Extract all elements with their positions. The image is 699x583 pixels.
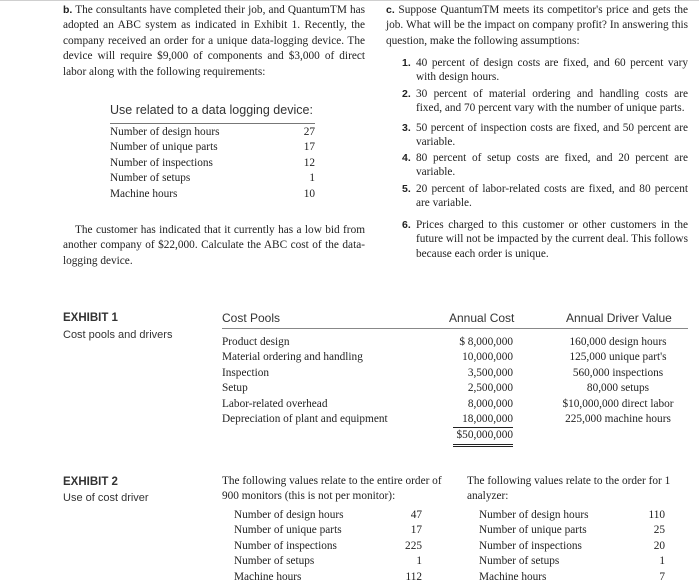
exhibit2-subtitle: Use of cost driver (63, 492, 149, 504)
monitor-usage-label: Number of setups (234, 555, 315, 568)
monitor-usage-value: 112 (405, 570, 422, 583)
analyzer-usage-value: 7 (659, 570, 665, 583)
analyzer-usage-label: Number of setups (479, 555, 560, 568)
analyzer-usage-label: Number of inspections (479, 539, 582, 552)
assumption-number: 1. (402, 57, 411, 69)
assumption-item (402, 218, 688, 261)
exhibit1-title: EXHIBIT 1 (63, 312, 118, 324)
device-requirements-heading: Use related to a data logging device: (110, 103, 313, 117)
monitor-usage-value: 225 (405, 539, 422, 552)
monitor-usage-value: 47 (410, 509, 422, 521)
cost-pool-annual-cost: 8,000,000 (467, 397, 513, 410)
device-req-label: Number of unique parts (110, 141, 218, 154)
analyzer-usage-value: 110 (648, 509, 665, 521)
monitor-usage-row (234, 508, 422, 523)
monitor-usage-row (234, 570, 422, 583)
cost-pool-annual-cost: 2,500,000 (467, 382, 513, 395)
monitor-usage-label: Number of inspections (234, 539, 337, 552)
cost-pool-name: Product design (222, 336, 290, 348)
exhibit1-total: $50,000,000 (456, 429, 513, 441)
exhibit2-monitors-intro: The following values relate to the entire order of 900 monitors (this is not per monitor): (222, 475, 442, 503)
monitor-usage-label: Number of design hours (234, 509, 344, 521)
assumption-number: 3. (402, 122, 411, 134)
top-border (0, 0, 699, 1)
device-req-label: Machine hours (110, 187, 178, 200)
assumption-text: 20 percent of labor-related costs are fixed, and 80 percent are variable. (416, 183, 688, 210)
cost-pool-driver-value: 80,000 setups (586, 382, 650, 395)
bid-paragraph: The customer has indicated that it currently has a low bid from another company of $22,000. Calculate the ABC cost of the data-logging device. (63, 224, 365, 267)
analyzer-usage-value: 25 (653, 524, 665, 537)
analyzer-usage-row (479, 508, 665, 523)
cost-pool-driver-value: 560,000 inspections (572, 366, 664, 379)
exhibit2-monitors-table (234, 508, 422, 583)
assumption-number: 5. (402, 183, 411, 195)
assumption-item (402, 87, 688, 116)
analyzer-usage-row (479, 539, 665, 554)
exhibit2-analyzer-intro: The following values relate to the order for 1 analyzer: (467, 475, 671, 503)
assumption-number: 6. (402, 219, 411, 231)
analyzer-usage-value: 20 (653, 539, 665, 552)
device-req-value: 12 (303, 156, 315, 169)
assumption-text: 80 percent of setup costs are fixed, and 20 percent are variable. (416, 152, 688, 179)
device-req-value: 1 (309, 172, 315, 185)
cost-pool-name: Material ordering and handling (222, 351, 363, 364)
device-req-row (110, 140, 315, 155)
assumption-text: 30 percent of material ordering and handling costs are fixed, and 70 percent vary with the number of unique parts. (416, 88, 688, 115)
analyzer-usage-label: Number of design hours (479, 509, 589, 521)
analyzer-usage-row (479, 523, 665, 538)
part-b-text: The consultants have completed their job, and QuantumTM has adopted an ABC system as indicated in Exhibit 1. Recently, the company received an order for a unique data-logging device. The device will require $9,000 of components and $3,000 of direct labor along with the following requirements: (63, 4, 366, 78)
monitor-usage-label: Number of unique parts (234, 524, 342, 537)
assumption-text: 40 percent of design costs are fixed, and 60 percent vary with design hours. (416, 57, 688, 84)
monitor-usage-row (234, 539, 422, 554)
cost-pool-driver-value: 125,000 unique part's (569, 351, 667, 364)
device-req-value: 10 (303, 187, 315, 200)
device-req-row (110, 171, 315, 186)
assumption-item (402, 151, 688, 180)
analyzer-usage-value: 1 (659, 555, 665, 568)
device-req-row (110, 156, 315, 171)
exhibit2-title: EXHIBIT 2 (63, 476, 118, 488)
cost-pool-driver-value: $10,000,000 direct labor (562, 397, 674, 410)
device-requirements-table (110, 125, 315, 202)
analyzer-usage-label: Machine hours (479, 570, 547, 583)
exhibit1-header-rule (222, 328, 688, 329)
exhibit1-pools-column (222, 335, 437, 427)
monitor-usage-value: 17 (410, 524, 422, 537)
part-c-label: c. (386, 4, 395, 16)
analyzer-usage-row (479, 570, 665, 583)
device-requirements-rule (110, 123, 315, 124)
analyzer-usage-label: Number of unique parts (479, 524, 587, 537)
exhibit1-double-rule-b (453, 446, 513, 447)
assumption-item (402, 182, 688, 211)
assumption-number: 2. (402, 88, 411, 100)
assumption-item (402, 121, 688, 150)
part-c-text: Suppose QuantumTM meets its competitor's price and gets the job. What will be the impact on company profit? In answering this question, make the following assumptions: (386, 4, 689, 47)
cost-pool-annual-cost: 10,000,000 (462, 351, 513, 364)
device-req-row (110, 187, 315, 202)
monitor-usage-value: 1 (416, 555, 422, 568)
device-req-row (110, 125, 315, 140)
exhibit1-driver-column (548, 335, 688, 427)
cost-pool-name: Inspection (222, 366, 270, 379)
exhibit1-col-cost: Annual Cost (449, 311, 515, 325)
exhibit2-analyzer-table (479, 508, 665, 583)
part-b-paragraph (63, 3, 365, 80)
cost-pool-annual-cost: 18,000,000 (462, 413, 513, 426)
exhibit1-col-driver: Annual Driver Value (566, 311, 672, 325)
analyzer-usage-row (479, 554, 665, 569)
exhibit1-cost-column (430, 335, 513, 427)
part-c-paragraph (386, 3, 688, 49)
assumption-item (402, 56, 688, 85)
device-req-label: Number of design hours (110, 126, 220, 138)
cost-pool-name: Labor-related overhead (222, 397, 328, 410)
monitor-usage-row (234, 554, 422, 569)
cost-pool-driver-value: 160,000 design hours (569, 336, 667, 348)
cost-pool-annual-cost: 3,500,000 (467, 366, 513, 379)
device-req-value: 17 (303, 141, 315, 154)
monitor-usage-label: Machine hours (234, 570, 302, 583)
cost-pool-name: Setup (222, 382, 248, 395)
device-req-label: Number of inspections (110, 156, 213, 169)
device-req-label: Number of setups (110, 172, 191, 185)
device-req-value: 27 (303, 126, 315, 138)
exhibit1-subtitle: Cost pools and drivers (63, 329, 173, 341)
exhibit1-double-rule-a (453, 444, 513, 445)
monitor-usage-row (234, 523, 422, 538)
cost-pool-name: Depreciation of plant and equipment (222, 413, 388, 426)
part-b-label: b. (63, 4, 73, 16)
cost-pool-driver-value: 225,000 machine hours (565, 413, 671, 426)
cost-pool-annual-cost: $ 8,000,000 (459, 336, 513, 348)
assumption-text: 50 percent of inspection costs are fixed, and 50 percent are variable. (416, 122, 688, 149)
exhibit1-col-pools: Cost Pools (222, 311, 281, 325)
assumption-number: 4. (402, 152, 411, 164)
assumption-text: Prices charged to this customer or other customers in the future will not be impacted by the current deal. This follows because each order is unique. (416, 219, 688, 260)
